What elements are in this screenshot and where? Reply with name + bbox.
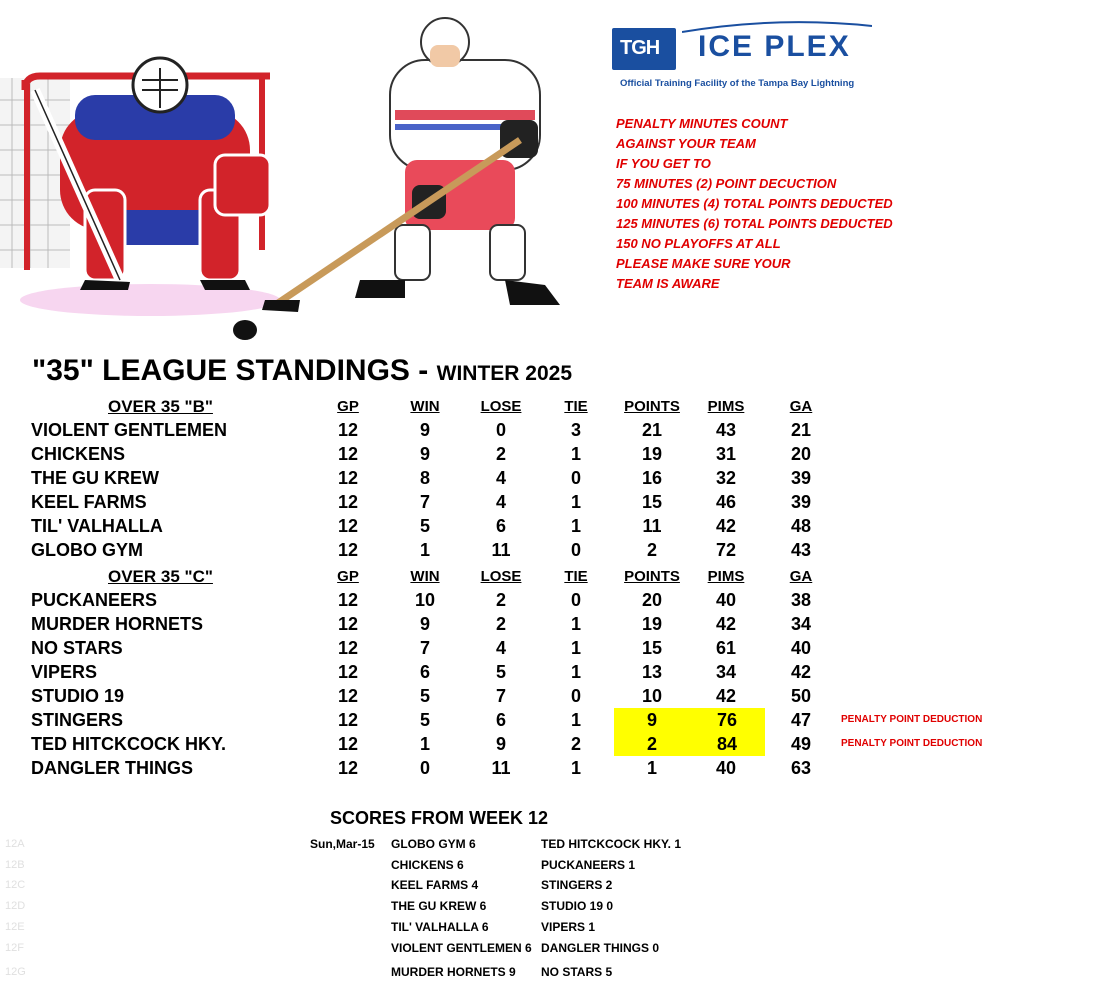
table-row [0,466,1097,490]
column-header-tie: TIE [564,568,588,585]
column-header-lose: LOSE [480,398,522,415]
team-name: STINGERS [31,710,124,730]
cell-pims: 61 [715,638,737,658]
cell-ga: 20 [790,444,812,464]
cell-win: 9 [419,614,430,634]
cell-lose: 2 [495,444,506,464]
cell-pims: 72 [715,540,737,560]
home-team-score: KEEL FARMS 4 [391,878,479,892]
ice-plex-logo [612,28,882,98]
cell-points: 15 [641,492,663,512]
cell-points: 9 [614,708,690,732]
home-team-score: VIOLENT GENTLEMEN 6 [391,941,532,955]
cell-gp: 12 [337,614,359,634]
cell-ga: 34 [790,614,812,634]
penalty-notes [616,114,893,294]
away-team-score: TED HITCKCOCK HKY. 1 [541,837,682,851]
cell-ga: 38 [790,590,812,610]
cell-tie: 0 [570,468,581,488]
team-name: TIL' VALHALLA [31,516,163,536]
cell-lose: 5 [495,662,506,682]
cell-gp: 12 [337,734,359,754]
home-team-score: THE GU KREW 6 [391,899,487,913]
score-row [0,919,1097,935]
cell-points: 11 [642,516,662,536]
table-row [0,490,1097,514]
cell-gp: 12 [337,468,359,488]
cell-gp: 12 [337,540,359,560]
title-main: "35" LEAGUE STANDINGS [32,354,410,387]
score-row [0,940,1097,956]
column-header-win: WIN [410,568,440,585]
skater-icon [262,18,560,312]
cell-points: 2 [646,540,657,560]
title-season: WINTER 2025 [436,362,572,385]
cell-gp: 12 [337,590,359,610]
note-line: IF YOU GET TO [616,156,711,171]
puck-icon [233,320,257,340]
cell-gp: 12 [337,758,359,778]
away-team-score: VIPERS 1 [541,920,596,934]
cell-lose: 4 [495,468,506,488]
table-row [0,418,1097,442]
cell-tie: 1 [570,492,581,512]
cell-pims: 34 [715,662,737,682]
column-header-pims: PIMS [707,398,745,415]
team-name: VIPERS [31,662,98,682]
away-team-score: PUCKANEERS 1 [541,858,636,872]
column-header-pims: PIMS [707,568,745,585]
cell-gp: 12 [337,492,359,512]
cell-lose: 4 [495,492,506,512]
cell-ga: 21 [790,420,812,440]
team-name: STUDIO 19 [31,686,125,706]
table-row [0,732,1097,756]
cell-tie: 1 [570,638,581,658]
cell-tie: 1 [570,516,581,536]
cell-win: 10 [414,590,436,610]
team-name: GLOBO GYM [31,540,143,560]
cell-lose: 6 [495,710,506,730]
cell-pims: 76 [689,708,765,732]
penalty-note: PENALTY POINT DEDUCTION [841,738,983,749]
table-row [0,514,1097,538]
cell-win: 9 [419,444,430,464]
home-team-score: TIL' VALHALLA 6 [391,920,489,934]
cell-win: 7 [419,492,430,512]
team-name: PUCKANEERS [31,590,158,610]
cell-lose: 4 [495,638,506,658]
cell-lose: 11 [491,758,511,778]
game-id: 12B [5,859,25,871]
division-name: OVER 35 "C" [108,567,213,586]
cell-ga: 42 [790,662,812,682]
cell-tie: 1 [570,662,581,682]
title-separator: - [409,354,437,387]
cell-points: 15 [641,638,663,658]
cell-points: 20 [641,590,663,610]
cell-pims: 42 [715,614,737,634]
cell-points: 2 [614,732,690,756]
score-row [0,857,1097,873]
cell-gp: 12 [337,686,359,706]
cell-pims: 31 [715,444,737,464]
cell-ga: 48 [790,516,812,536]
cell-lose: 7 [495,686,506,706]
cell-lose: 6 [495,516,506,536]
cell-tie: 1 [570,710,581,730]
cell-tie: 0 [570,590,581,610]
note-line: PENALTY MINUTES COUNT [616,116,788,131]
home-team-score: MURDER HORNETS 9 [391,965,516,979]
penalty-note: PENALTY POINT DEDUCTION [841,714,983,725]
away-team-score: STINGERS 2 [541,878,613,892]
cell-tie: 0 [570,540,581,560]
cell-win: 5 [419,710,430,730]
cell-pims: 32 [715,468,737,488]
note-line: 75 MINUTES (2) POINT DECUCTION [616,176,837,191]
away-team-score: DANGLER THINGS 0 [541,941,660,955]
game-id: 12G [5,966,26,978]
score-row [0,964,1097,980]
team-name: DANGLER THINGS [31,758,193,778]
table-row [0,684,1097,708]
team-name: VIOLENT GENTLEMEN [31,420,228,440]
cell-gp: 12 [337,420,359,440]
table-row [0,756,1097,780]
cell-lose: 0 [495,420,506,440]
cell-tie: 1 [570,444,581,464]
column-header-ga: GA [789,398,813,415]
cell-pims: 43 [715,420,737,440]
note-line: 125 MINUTES (6) TOTAL POINTS DEDUCTED [616,216,893,231]
note-line: TEAM IS AWARE [616,276,720,291]
cell-tie: 2 [570,734,581,754]
cell-tie: 0 [570,686,581,706]
column-header-gp: GP [337,398,359,415]
note-line: 100 MINUTES (4) TOTAL POINTS DEDUCTED [616,196,893,211]
cell-gp: 12 [337,516,359,536]
game-id: 12E [5,921,25,933]
cell-lose: 9 [495,734,506,754]
column-header-points: POINTS [624,398,680,415]
column-header-lose: LOSE [480,568,522,585]
cell-pims: 46 [715,492,737,512]
cell-win: 1 [419,540,430,560]
game-id: 12A [5,838,25,850]
logo-wordmark: ICE PLEX [698,30,851,63]
table-row [0,442,1097,466]
cell-ga: 47 [790,710,812,730]
cell-pims: 40 [715,590,737,610]
scores-title: SCORES FROM WEEK 12 [330,808,549,828]
cell-pims: 40 [715,758,737,778]
game-id: 12F [5,942,24,954]
note-line: AGAINST YOUR TEAM [616,136,756,151]
tgh-badge: TGH [612,28,676,70]
cell-win: 9 [419,420,430,440]
cell-ga: 43 [790,540,812,560]
cell-tie: 1 [570,758,581,778]
cell-ga: 39 [790,492,812,512]
cell-pims: 42 [715,686,737,706]
cell-gp: 12 [337,638,359,658]
cell-pims: 42 [715,516,737,536]
team-name: NO STARS [31,638,123,658]
table-row [0,636,1097,660]
team-name: THE GU KREW [31,468,159,488]
score-row [0,898,1097,914]
cell-ga: 50 [790,686,812,706]
division-name: OVER 35 "B" [108,397,213,416]
table-row [0,612,1097,636]
cell-tie: 3 [570,420,581,440]
column-header-gp: GP [337,568,359,585]
home-team-score: GLOBO GYM 6 [391,837,476,851]
division-header-row [0,395,1097,419]
cell-win: 1 [419,734,430,754]
cell-lose: 2 [495,590,506,610]
cell-pims: 84 [689,732,765,756]
column-header-points: POINTS [624,568,680,585]
table-row [0,660,1097,684]
team-name: MURDER HORNETS [31,614,204,634]
cell-gp: 12 [337,710,359,730]
cell-win: 6 [419,662,430,682]
cell-gp: 12 [337,444,359,464]
cell-win: 0 [419,758,430,778]
cell-win: 8 [419,468,430,488]
note-line: PLEASE MAKE SURE YOUR [616,256,791,271]
game-date: Sun,Mar-15 [310,837,375,851]
cell-points: 1 [646,758,657,778]
cell-win: 5 [419,516,430,536]
hockey-players-illustration [0,0,600,345]
table-row [0,588,1097,612]
score-row [0,836,1097,852]
cell-ga: 49 [790,734,812,754]
team-name: TED HITCKCOCK HKY. [31,734,227,754]
column-header-tie: TIE [564,398,588,415]
cell-lose: 11 [491,540,511,560]
cell-lose: 2 [495,614,506,634]
column-header-win: WIN [410,398,440,415]
away-team-score: STUDIO 19 0 [541,899,614,913]
team-name: KEEL FARMS [31,492,147,512]
column-header-ga: GA [789,568,813,585]
cell-ga: 39 [790,468,812,488]
home-team-score: CHICKENS 6 [391,858,464,872]
cell-points: 21 [641,420,663,440]
cell-win: 7 [419,638,430,658]
cell-ga: 63 [790,758,812,778]
cell-gp: 12 [337,662,359,682]
cell-tie: 1 [570,614,581,634]
cell-points: 16 [641,468,663,488]
cell-points: 13 [641,662,663,682]
cell-points: 10 [641,686,663,706]
logo-tagline: Official Training Facility of the Tampa Bay Lightning [620,78,855,89]
cell-points: 19 [641,444,663,464]
game-id: 12C [5,879,26,891]
away-team-score: NO STARS 5 [541,965,613,979]
note-line: 150 NO PLAYOFFS AT ALL [616,236,781,251]
table-row [0,538,1097,562]
cell-points: 19 [641,614,663,634]
page-title [32,354,572,388]
cell-ga: 40 [790,638,812,658]
team-name: CHICKENS [31,444,126,464]
division-header-row [0,565,1097,589]
table-row [0,708,1097,732]
goalie-icon [35,58,270,290]
game-id: 12D [5,900,26,912]
cell-win: 5 [419,686,430,706]
score-row [0,877,1097,893]
